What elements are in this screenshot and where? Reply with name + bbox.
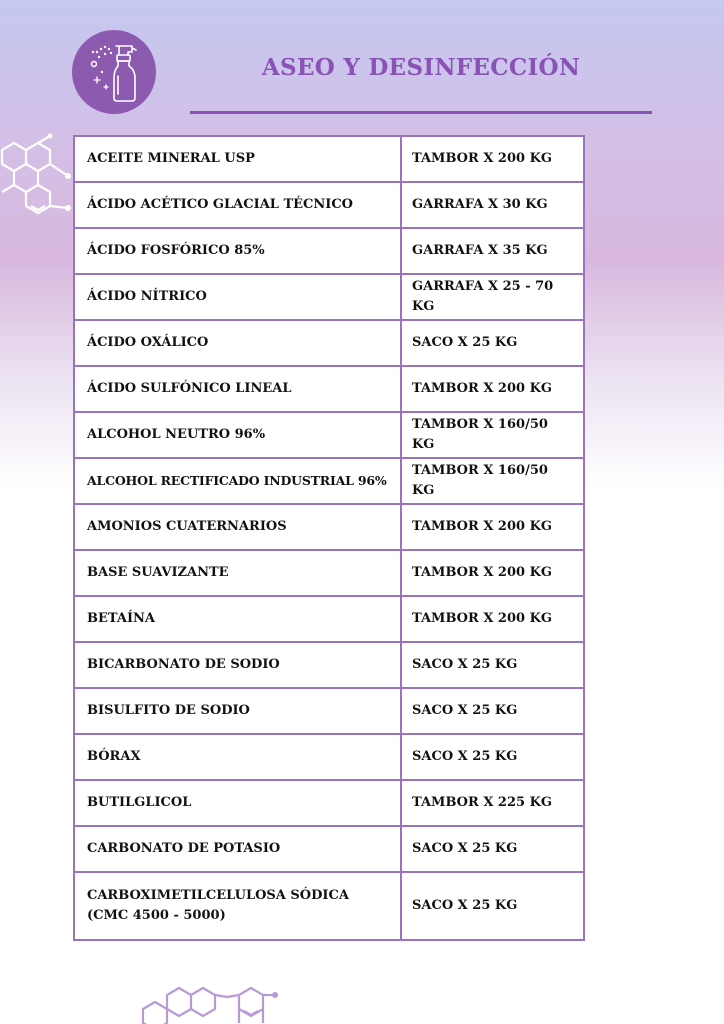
product-presentation: SACO X 25 KG	[401, 320, 584, 366]
product-name: BÓRAX	[74, 734, 401, 780]
molecule-decoration-top-left	[0, 128, 80, 238]
product-name: ALCOHOL RECTIFICADO INDUSTRIAL 96%	[74, 458, 401, 504]
product-name: BICARBONATO DE SODIO	[74, 642, 401, 688]
product-presentation: GARRAFA X 35 KG	[401, 228, 584, 274]
product-name: ÁCIDO NÍTRICO	[74, 274, 401, 320]
product-name: ACEITE MINERAL USP	[74, 136, 401, 182]
table-row	[74, 780, 584, 826]
table-row	[74, 734, 584, 780]
product-name: BETAÍNA	[74, 596, 401, 642]
product-presentation: SACO X 25 KG	[401, 872, 584, 940]
product-presentation: TAMBOR X 160/50 KG	[401, 458, 584, 504]
product-name: CARBOXIMETILCELULOSA SÓDICA	[87, 888, 349, 903]
product-name-detail: (CMC 4500 - 5000)	[87, 908, 226, 923]
product-name: AMONIOS CUATERNARIOS	[74, 504, 401, 550]
table-row	[74, 366, 584, 412]
product-name: BISULFITO DE SODIO	[74, 688, 401, 734]
table-row	[74, 412, 584, 458]
product-name: BASE SUAVIZANTE	[74, 550, 401, 596]
product-presentation: TAMBOR X 160/50 KG	[401, 412, 584, 458]
product-presentation: GARRAFA X 25 - 70 KG	[401, 274, 584, 320]
products-table	[73, 135, 585, 941]
table-row	[74, 872, 584, 940]
spray-bottle-icon	[72, 30, 156, 114]
product-presentation: SACO X 25 KG	[401, 688, 584, 734]
product-name: BUTILGLICOL	[74, 780, 401, 826]
product-name: ÁCIDO OXÁLICO	[74, 320, 401, 366]
page-title: ASEO Y DESINFECCIÓN	[261, 54, 581, 81]
header-icon-badge	[72, 30, 156, 114]
product-presentation: TAMBOR X 200 KG	[401, 504, 584, 550]
table-row	[74, 182, 584, 228]
table-row	[74, 458, 584, 504]
product-presentation: TAMBOR X 200 KG	[401, 136, 584, 182]
product-name: ÁCIDO SULFÓNICO LINEAL	[74, 366, 401, 412]
product-name: CARBONATO DE POTASIO	[74, 826, 401, 872]
table-row	[74, 504, 584, 550]
table-row	[74, 688, 584, 734]
product-name-cell	[74, 872, 401, 940]
product-presentation: TAMBOR X 200 KG	[401, 596, 584, 642]
product-name: ALCOHOL NEUTRO 96%	[74, 412, 401, 458]
table-row	[74, 320, 584, 366]
product-presentation: SACO X 25 KG	[401, 734, 584, 780]
table-row	[74, 550, 584, 596]
product-presentation: SACO X 25 KG	[401, 642, 584, 688]
product-presentation: GARRAFA X 30 KG	[401, 182, 584, 228]
product-presentation: TAMBOR X 200 KG	[401, 366, 584, 412]
product-name: ÁCIDO FOSFÓRICO 85%	[74, 228, 401, 274]
table-row	[74, 826, 584, 872]
product-presentation: TAMBOR X 200 KG	[401, 550, 584, 596]
product-presentation: SACO X 25 KG	[401, 826, 584, 872]
table-row	[74, 596, 584, 642]
table-row	[74, 228, 584, 274]
table-row	[74, 274, 584, 320]
table-row	[74, 136, 584, 182]
product-name: ÁCIDO ACÉTICO GLACIAL TÉCNICO	[74, 182, 401, 228]
molecule-decoration-bottom	[135, 975, 295, 1024]
title-underline	[190, 111, 652, 114]
table-row	[74, 642, 584, 688]
product-presentation: TAMBOR X 225 KG	[401, 780, 584, 826]
